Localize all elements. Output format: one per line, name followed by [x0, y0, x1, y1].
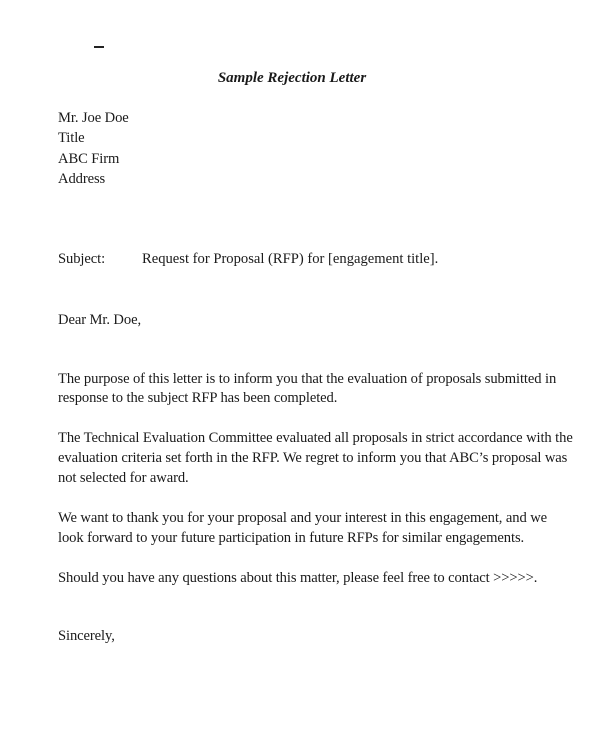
letter-title: Sample Rejection Letter — [217, 70, 367, 86]
closing: Sincerely, — [58, 628, 115, 644]
paragraph-3-line-2: look forward to your future participation in future RFPs for similar engagements. — [58, 530, 525, 546]
recipient-firm: ABC Firm — [58, 151, 120, 167]
recipient-name: Mr. Joe Doe — [58, 110, 129, 126]
paragraph-3-line-1: We want to thank you for your proposal and your interest in this engagement, and we — [58, 510, 548, 526]
paragraph-2-line-1: The Technical Evaluation Committee evaluated all proposals in strict accordance with the — [58, 430, 573, 446]
recipient-address: Address — [58, 171, 106, 187]
paragraph-2-line-2: evaluation criteria set forth in the RFP. We regret to inform you that ABC’s proposal was — [58, 450, 568, 466]
subject-value: Request for Proposal (RFP) for [engagement title]. — [142, 251, 439, 267]
recipient-title: Title — [58, 130, 85, 146]
paragraph-4-line-1: Should you have any questions about this matter, please feel free to contact >>>>>. — [58, 570, 538, 586]
salutation: Dear Mr. Doe, — [58, 312, 141, 328]
paragraph-1-line-1: The purpose of this letter is to inform you that the evaluation of proposals submitted in — [58, 371, 557, 387]
subject-label: Subject: — [58, 251, 106, 267]
paragraph-2-line-3: not selected for award. — [58, 470, 189, 486]
decorative-dash — [94, 46, 104, 48]
paragraph-1-line-2: response to the subject RFP has been completed. — [58, 390, 338, 406]
